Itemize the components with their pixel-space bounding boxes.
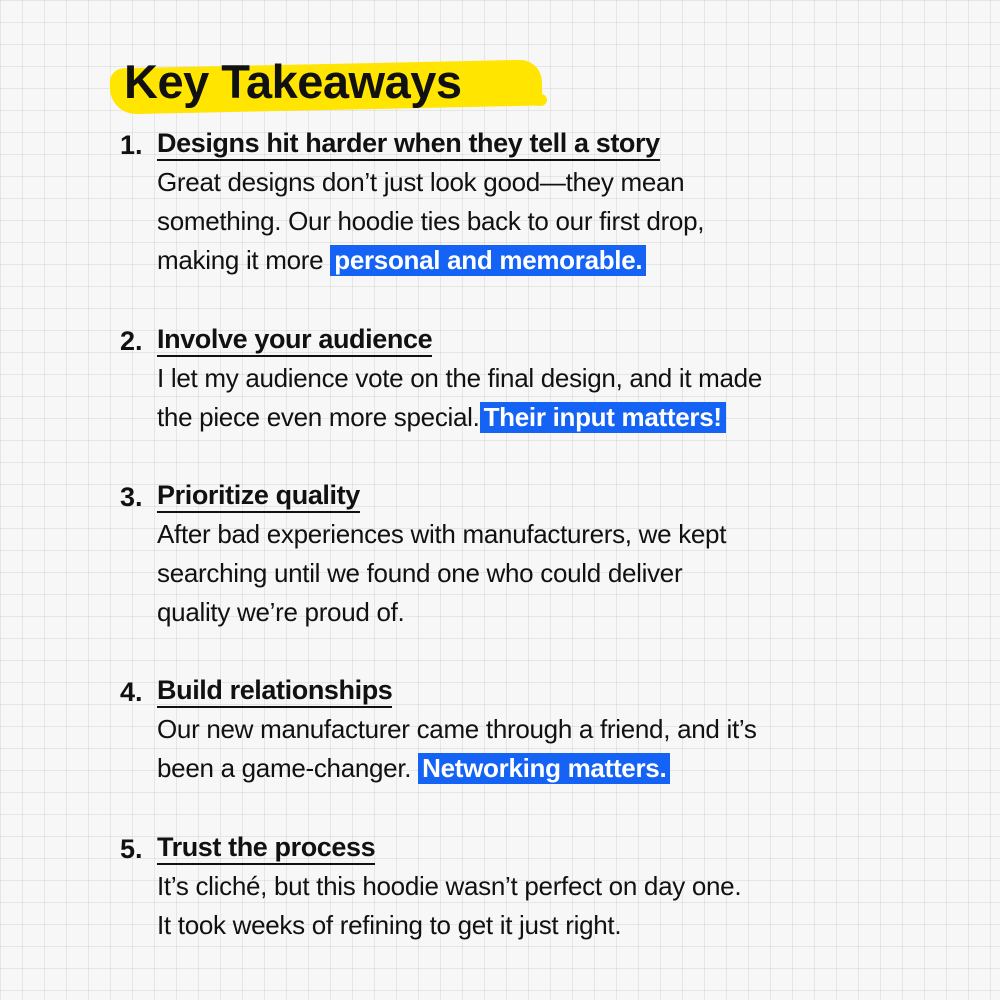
item-body-text: making it more [157,245,331,275]
takeaway-item-5 [120,828,890,945]
title-block [112,50,462,114]
highlight-box: Networking matters. [418,753,670,784]
item-heading [157,320,890,359]
item-heading [157,476,890,515]
highlight-box: Their input matters! [480,402,726,433]
item-body-line: Our new manufacturer came through a friend, and it’s [157,714,757,744]
item-body-line: It’s cliché, but this hoodie wasn’t perfect on day one. [157,871,742,901]
item-body-line: quality we’re proud of. [157,597,405,627]
item-number: 1. [120,130,143,160]
takeaway-item-1 [120,124,890,280]
page-title: Key Takeaways [124,55,462,108]
item-heading-text: Build relationships [157,675,392,708]
item-body-line: something. Our hoodie ties back to our first drop, [157,206,705,236]
item-body-text: been a game-changer. [157,753,419,783]
item-body [157,163,890,280]
item-heading [157,671,890,710]
takeaway-item-2 [120,320,890,437]
item-heading-text: Designs hit harder when they tell a story [157,128,660,161]
item-heading [157,124,890,163]
item-heading [157,828,890,867]
item-number: 4. [120,677,143,707]
item-number: 5. [120,834,143,864]
item-number: 2. [120,326,143,356]
item-number: 3. [120,482,143,512]
takeaway-item-3 [120,476,890,632]
item-body-line: searching until we found one who could deliver [157,558,683,588]
item-body-line-with-highlight [157,241,890,280]
takeaway-item-4 [120,671,890,788]
item-heading-text: Trust the process [157,832,375,865]
item-body-line-with-highlight [157,749,890,788]
item-body [157,515,890,632]
item-body-line: I let my audience vote on the final design, and it made [157,363,762,393]
item-body-line: It took weeks of refining to get it just right. [157,910,622,940]
item-heading-text: Prioritize quality [157,480,360,513]
item-body-line: Great designs don’t just look good—they mean [157,167,685,197]
item-body-text: the piece even more special. [157,402,480,432]
item-heading-text: Involve your audience [157,324,432,357]
item-body-line-with-highlight [157,398,890,437]
item-body [157,867,890,945]
item-body [157,359,890,437]
highlight-box: personal and memorable. [330,245,646,276]
item-body-line: After bad experiences with manufacturers, we kept [157,519,727,549]
item-body [157,710,890,788]
